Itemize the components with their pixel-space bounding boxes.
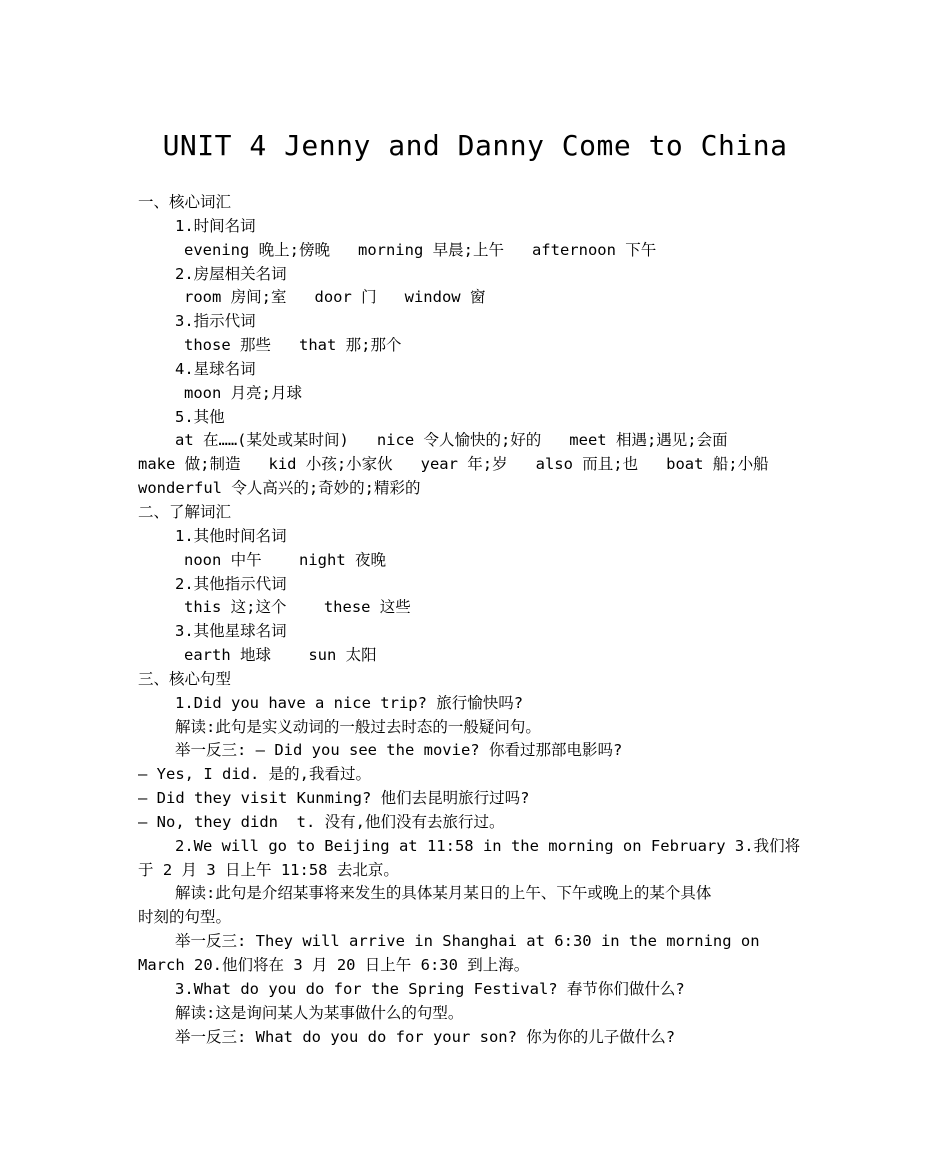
text-line: — Yes, I did. 是的,我看过。 — [138, 765, 371, 784]
text-line: 1.时间名词 — [175, 216, 256, 235]
document-body — [138, 191, 828, 1049]
text-line: moon 月亮;月球 — [184, 383, 302, 402]
text-line: 三、核心句型 — [138, 669, 232, 688]
text-line: 解读:此句是实义动词的一般过去时态的一般疑问句。 — [175, 717, 541, 736]
text-line: at 在……(某处或某时间) nice 令人愉快的;好的 meet 相遇;遇见;会面 — [175, 431, 728, 450]
text-line: 2.其他指示代词 — [175, 574, 287, 593]
text-line: 3.指示代词 — [175, 312, 256, 331]
text-line: March 20.他们将在 3 月 20 日上午 6:30 到上海。 — [138, 956, 530, 974]
text-line: room 房间;室 door 门 window 窗 — [184, 288, 486, 307]
text-line: 4.星球名词 — [175, 359, 256, 378]
text-line: — No, they didn t. 没有,他们没有去旅行过。 — [138, 812, 505, 831]
text-line: 3.其他星球名词 — [175, 622, 287, 641]
text-line: 举一反三: They will arrive in Shanghai at 6:30 in the morning on — [175, 932, 760, 951]
text-line: noon 中午 night 夜晚 — [184, 550, 386, 569]
text-line: earth 地球 sun 太阳 — [184, 646, 377, 665]
text-line: this 这;这个 these 这些 — [184, 598, 411, 617]
text-line: 解读:这是询问某人为某事做什么的句型。 — [175, 1003, 464, 1022]
text-line: 3.What do you do for the Spring Festival? 春节你们做什么? — [175, 979, 685, 998]
text-line: evening 晚上;傍晚 morning 早晨;上午 afternoon 下午 — [184, 240, 657, 259]
text-line: 5.其他 — [175, 407, 225, 426]
page-title: UNIT 4 Jenny and Danny Come to China — [162, 129, 788, 162]
text-line: 举一反三: What do you do for your son? 你为你的儿子做什么? — [175, 1027, 676, 1046]
text-line: 于 2 月 3 日上午 11:58 去北京。 — [138, 860, 399, 879]
text-line: 一、核心词汇 — [138, 193, 232, 211]
text-line: those 那些 that 那;那个 — [184, 336, 402, 355]
text-line: — Did they visit Kunming? 他们去昆明旅行过吗? — [138, 789, 530, 808]
text-line: 解读:此句是介绍某事将来发生的具体某月某日的上午、下午或晚上的某个具体 — [175, 884, 712, 903]
text-line: 时刻的句型。 — [138, 908, 232, 927]
text-line: 2.房屋相关名词 — [175, 264, 287, 283]
text-line: wonderful 令人高兴的;奇妙的;精彩的 — [138, 479, 421, 498]
text-line: 1.Did you have a nice trip? 旅行愉快吗? — [175, 693, 524, 712]
text-line: 二、了解词汇 — [138, 502, 232, 521]
text-line: make 做;制造 kid 小孩;小家伙 year 年;岁 also 而且;也 boat 船;小船 — [138, 455, 769, 474]
text-line: 2.We will go to Beijing at 11:58 in the morning on February 3.我们将 — [175, 836, 801, 855]
text-line: 举一反三: — Did you see the movie? 你看过那部电影吗? — [175, 741, 623, 760]
text-line: 1.其他时间名词 — [175, 526, 287, 545]
